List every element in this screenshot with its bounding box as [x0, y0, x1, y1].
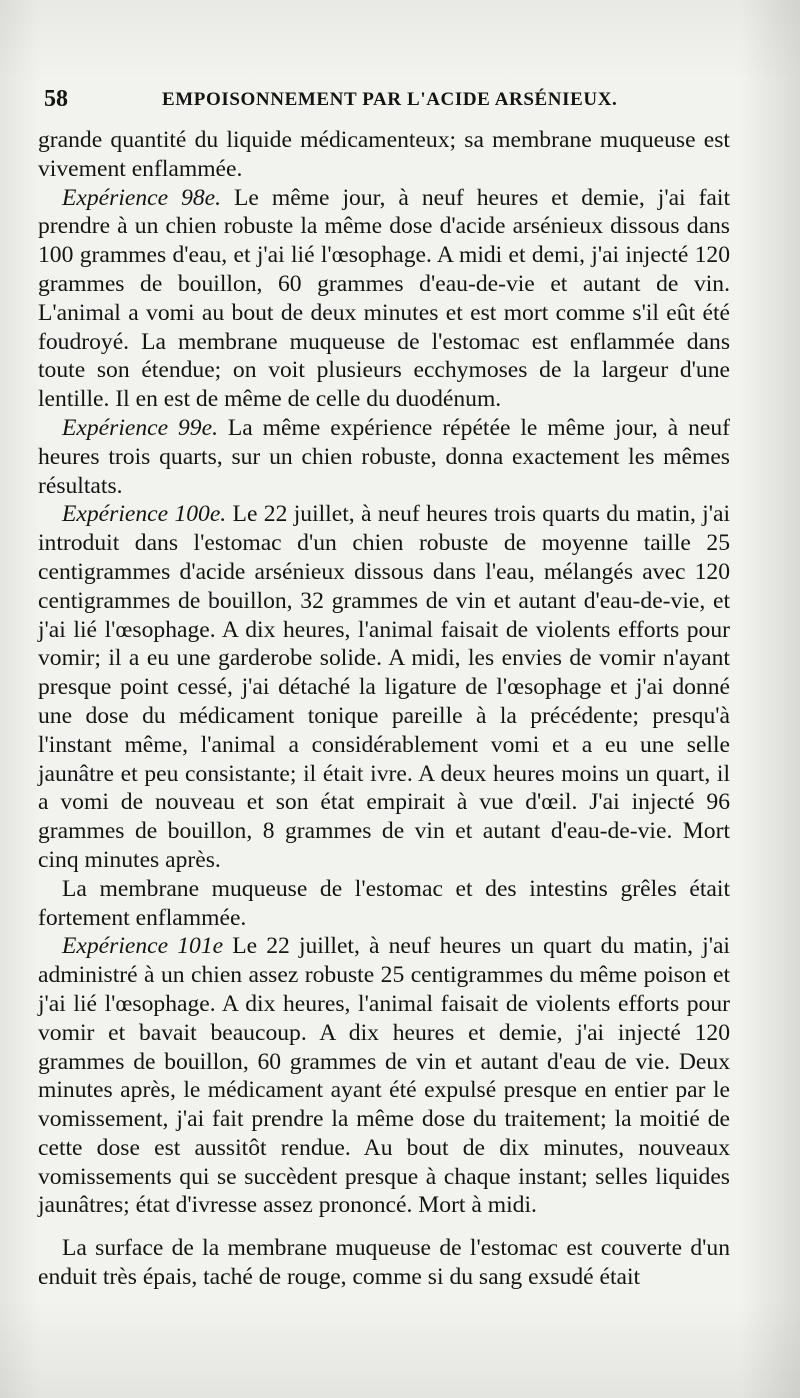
- experience-heading: Expérience 101e: [62, 933, 224, 960]
- paragraph-text: grande quantité du liquide médicamenteux; sa membrane muqueuse est vivement enflammée.: [38, 127, 730, 182]
- paragraph-experience-101: [38, 932, 730, 1220]
- paragraph-experience-100: [38, 500, 730, 874]
- paragraph-text: Le 22 juillet, à neuf heures un quart du matin, j'ai administré à un chien assez robuste 25 centigrammes du même poison et j'ai lié l'œsophage. A dix heures, l'animal faisait de violents efforts pour vomir et bavait beaucoup. A dix heures et demie, j'ai injecté 120 grammes de bouillon, 60 grammes de vin et autant d'eau de vie. Deux minutes après, le médicament ayant été expulsé presque en entier par le vomissement, j'ai fait prendre la même dose du traitement; la moitié de cette dose est aussitôt rendue. Au bout de dix minutes, nouveaux vomissements qui se succèdent presque à chaque instant; selles liquides jaunâtres; état d'ivresse assez prononcé. Mort à midi.: [38, 933, 730, 1219]
- paragraph-result-100: [38, 875, 730, 933]
- paragraph-continuation: [38, 126, 730, 184]
- page-header: [44, 86, 734, 116]
- paragraph-text: La membrane muqueuse de l'estomac et des intestins grêles était fortement enflammée.: [38, 875, 730, 931]
- paragraph-text: La surface de la membrane muqueuse de l'estomac est couverte d'un enduit très épais, taché de rouge, comme si du sang exsudé était: [38, 1235, 730, 1291]
- paragraph-experience-98: [38, 184, 730, 414]
- page-number: 58: [44, 86, 68, 112]
- body-text: [38, 126, 730, 1292]
- experience-heading: Expérience 98e.: [62, 184, 222, 211]
- paragraph-result-101: [38, 1234, 730, 1292]
- experience-heading: Expérience 100e.: [62, 501, 227, 528]
- paragraph-experience-99: [38, 414, 730, 500]
- paragraph-text: Le même jour, à neuf heures et demie, j'ai fait prendre à un chien robuste la même dose d'acide arsénieux dissous dans 100 grammes d'eau, et j'ai lié l'œsophage. A midi et demi, j'ai injecté 120 grammes de bouillon, 60 grammes d'eau-de-vie et autant de vin. L'animal a vomi au bout de deux minutes et est mort comme s'il eût été foudroyé. La membrane muqueuse de l'estomac est enflammée dans toute son étendue; on voit plusieurs ecchymoses de la largeur d'une lentille. Il en est de même de celle du duodénum.: [38, 184, 731, 413]
- paragraph-text: Le 22 juillet, à neuf heures trois quarts du matin, j'ai introduit dans l'estomac d'un chien robuste de moyenne taille 25 centigrammes d'acide arsénieux dissous dans l'eau, mélangés avec 120 centigrammes de bouillon, 32 grammes de vin et autant d'eau-de-vie, et j'ai lié l'œsophage. A dix heures, l'animal faisait de violents efforts pour vomir; il a eu une garderobe solide. A midi, les envies de vomir n'ayant presque point cessé, j'ai détaché la ligature de l'œsophage et j'ai donné une dose du médicament tonique pareille à la précédente; presqu'à l'instant même, l'animal a considérablement vomi et a eu une selle jaunâtre et peu consistante; il était ivre. A deux heures moins un quart, il a vomi de nouveau et son état empirait à vue d'œil. J'ai injecté 96 grammes de bouillon, 8 grammes de vin et autant d'eau-de-vie. Mort cinq minutes après.: [38, 501, 731, 873]
- paragraph-text: La même expérience répétée le même jour, à neuf heures trois quarts, sur un chien robuste, donna exactement les mêmes résultats.: [38, 414, 730, 499]
- running-title: EMPOISONNEMENT PAR L'ACIDE ARSÉNIEUX.: [162, 89, 618, 110]
- experience-heading: Expérience 99e.: [62, 414, 218, 441]
